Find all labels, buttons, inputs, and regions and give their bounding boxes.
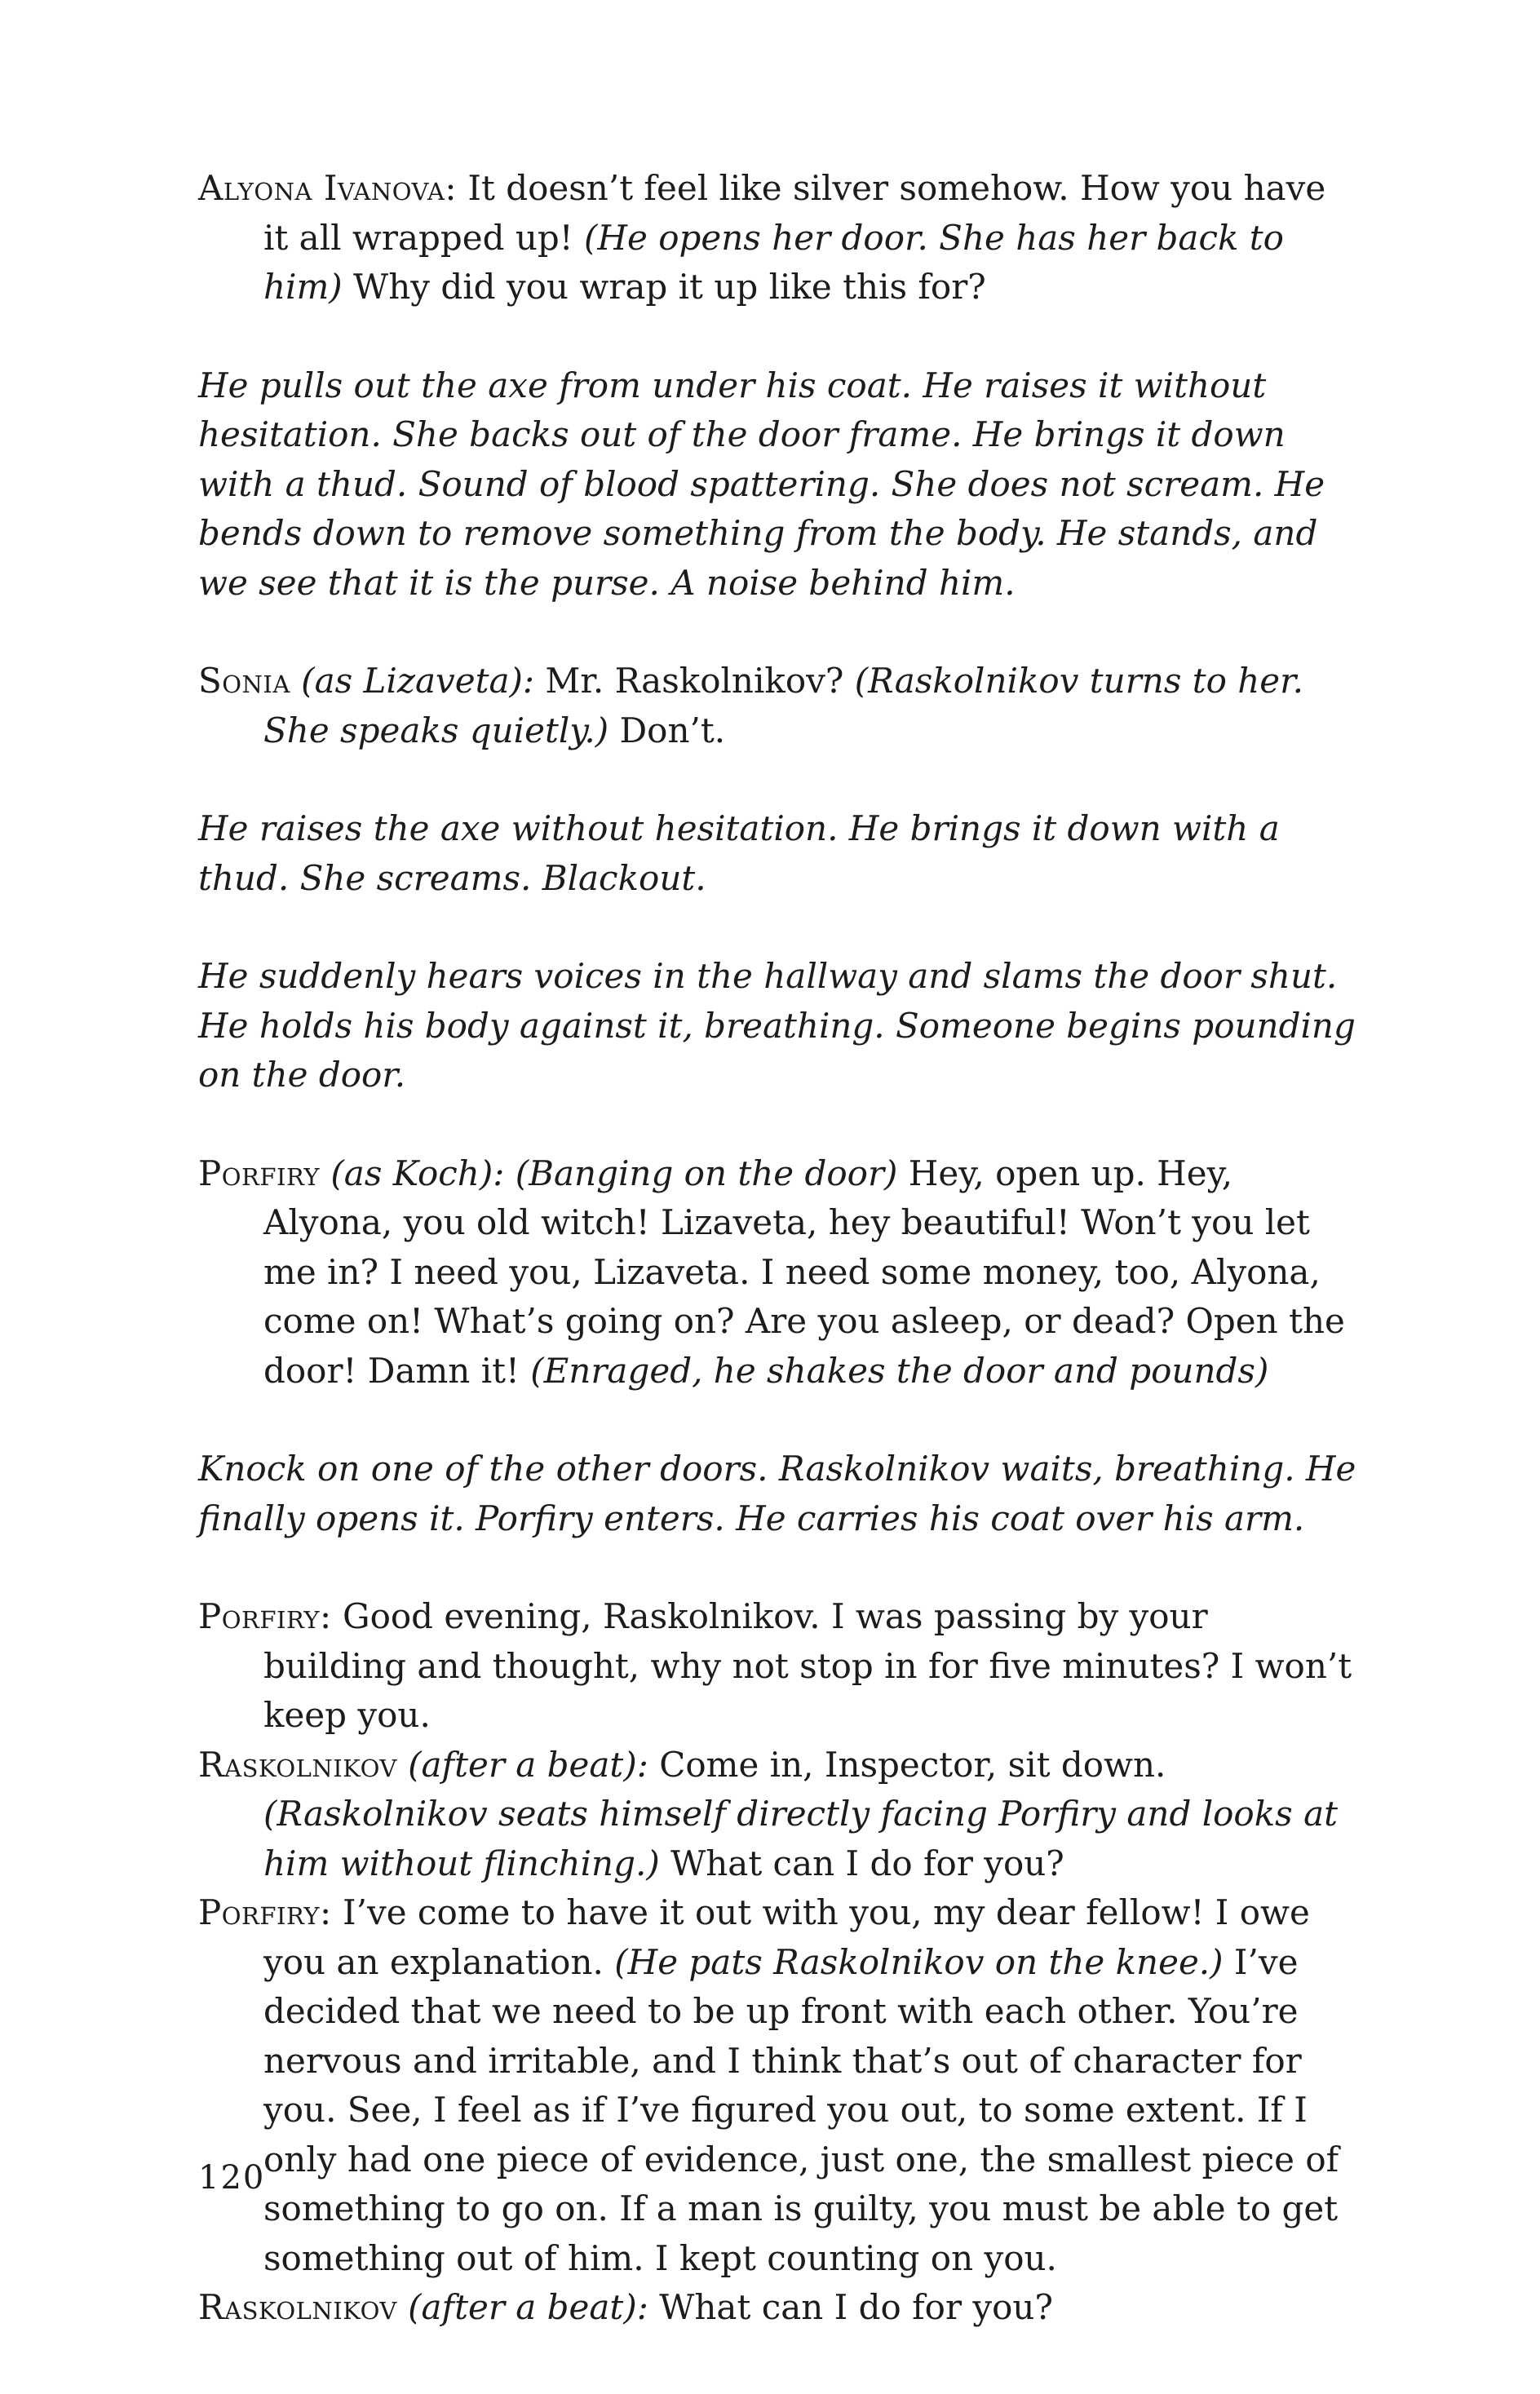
stage-direction: He raises the axe without hesitation. He brings it down with a thud. She screams. Blackout. xyxy=(198,808,1280,898)
speaker-name: Alyona Ivanova: xyxy=(198,168,458,208)
speech-sonia: Sonia (as Lizaveta): Mr. Raskolnikov? (Raskolnikov turns to her. She speaks quietly.) Don’t. xyxy=(198,661,1303,750)
stage-direction: Knock on one of the other doors. Raskolnikov waits, breathing. He finally opens it. Porfiry enters. He carries his coat over his arm. xyxy=(198,1449,1356,1538)
speaker-name: Porfiry: xyxy=(198,1596,332,1636)
speaker-name: Sonia xyxy=(198,661,290,701)
speech-alyona: Alyona Ivanova: It doesn’t feel like silver somehow. How you have it all wrapped up! (He opens her door. She has her back to him) Why did you wrap it up like this for? xyxy=(198,168,1326,307)
speaker-name: Porfiry: xyxy=(198,1892,332,1932)
speaker-name: Porfiry xyxy=(198,1153,321,1193)
stage-direction: He suddenly hears voices in the hallway and slams the door shut. He holds his body against it, breathing. Someone begins pounding on the door. xyxy=(198,956,1356,1095)
speech-raskolnikov: Raskolnikov (after a beat): Come in, Inspector, sit down. (Raskolnikov seats himself directly facing Porfiry and looks at him without flinching.) What can I do for you? xyxy=(198,1744,1338,1883)
script-text xyxy=(198,164,1356,2333)
speech-porfiry: Porfiry: Good evening, Raskolnikov. I was passing by your building and thought, why not stop in for five minutes? I won’t keep you. xyxy=(198,1596,1352,1735)
speech-porfiry-as-koch: Porfiry (as Koch): (Banging on the door) Hey, open up. Hey, Alyona, you old witch! Lizaveta, hey beautiful! Won’t you let me in? I need you, Lizaveta. I need some money, too, Alyona, come on! What’s going on? Are you asleep, or dead? Open the door! Damn it! (Enraged, he shakes the door and pounds) xyxy=(198,1153,1345,1391)
page-number: 120 xyxy=(198,2159,266,2197)
speaker-name: Raskolnikov xyxy=(198,1744,397,1785)
speech-raskolnikov: Raskolnikov (after a beat): What can I do for you? xyxy=(198,2287,1053,2327)
speaker-name: Raskolnikov xyxy=(198,2287,397,2327)
speech-porfiry: Porfiry: I’ve come to have it out with you, my dear fellow! I owe you an explanation. (He pats Raskolnikov on the knee.) I’ve decided that we need to be up front with each other. You’re nervous and irritable, and I think that’s out of character for you. See, I feel as if I’ve figured you out, to some extent. If I only had one piece of evidence, just one, the smallest piece of something to go on. If a man is guilty, you must be able to get something out of him. I kept counting on you. xyxy=(198,1892,1339,2278)
stage-direction: He pulls out the axe from under his coat. He raises it without hesitation. She backs out of the door frame. He brings it down with a thud. Sound of blood spattering. She does not scream. He bends down to remove something from the body. He stands, and we see that it is the purse. A noise behind him. xyxy=(198,365,1325,603)
